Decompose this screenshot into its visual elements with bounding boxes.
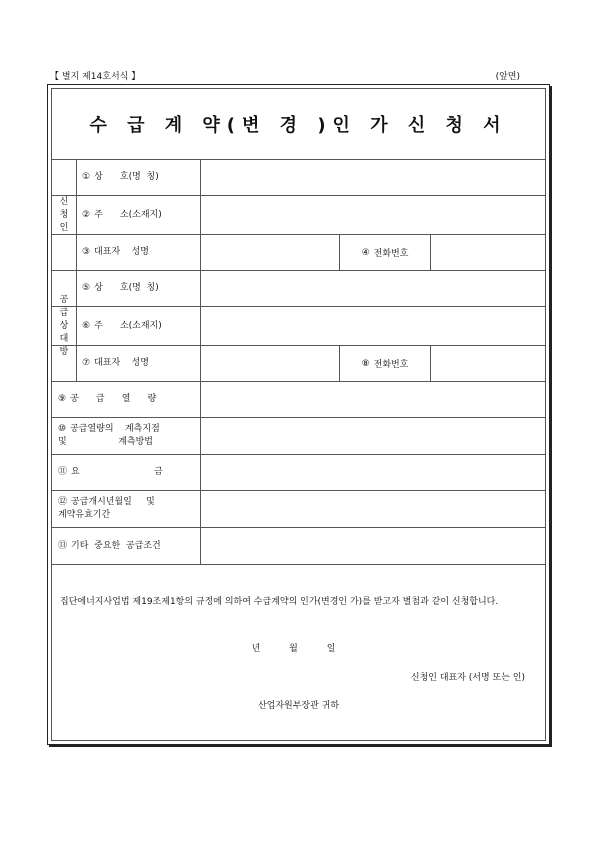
applicant-address-row — [52, 196, 545, 235]
fee-row — [52, 455, 545, 491]
other-conditions-number: ⑬ — [58, 540, 68, 551]
counterparty-address-label — [76, 307, 201, 345]
applicant-company-row — [52, 160, 545, 196]
counterparty-company-label — [76, 271, 201, 306]
applicant-rep-row — [52, 235, 545, 271]
applicant-phone-label — [339, 235, 431, 270]
addressee: 산업자원부장관 귀하 — [257, 701, 340, 711]
application-form — [47, 84, 550, 745]
supply-amount-number: ⑨ — [58, 394, 67, 404]
supply-amount-text: 공 급 열 량 — [70, 394, 157, 404]
counterparty-rep-text: 대표자 성명 — [94, 358, 149, 368]
applicant-rep-text: 대표자 성명 — [94, 247, 149, 257]
supply-amount-row — [52, 382, 545, 418]
other-conditions-text: 기타 중요한 공급조건 — [71, 540, 161, 551]
other-conditions-row — [52, 528, 545, 565]
counterparty-rep-row — [52, 346, 545, 382]
counterparty-address-row — [52, 307, 545, 346]
counterparty-rep-number: ⑦ — [82, 358, 91, 368]
applicant-signature: 신청인 대표자 (서명 또는 인) — [410, 673, 525, 683]
measurement-number: ⑩ — [58, 424, 67, 434]
form-number-label: 【 별지 제14호서식 】 — [50, 72, 141, 82]
fee-number: ⑪ — [58, 467, 68, 477]
measurement-text-line1: 공급열량의 계측지점 — [70, 424, 160, 434]
counterparty-address-text: 주 소(소재지) — [94, 320, 162, 331]
applicant-phone-number: ④ — [361, 247, 370, 258]
measurement-text-line2: 및 계측방법 — [58, 437, 153, 447]
counterparty-group-label: 공급상대방 — [59, 294, 69, 357]
page-side-label: (앞면) — [495, 72, 520, 82]
form-title: 수 급 계 약(변 경 )인 가 신 청 서 — [52, 89, 545, 160]
other-conditions-label — [52, 528, 201, 564]
contract-period-label — [52, 491, 201, 527]
counterparty-address-number: ⑥ — [82, 320, 91, 331]
applicant-company-label — [76, 160, 201, 195]
date-line: 년 월 일 — [251, 644, 336, 654]
applicant-rep-label — [76, 235, 201, 270]
counterparty-phone-text: 전화번호 — [373, 360, 409, 370]
applicant-address-text: 주 소(소재지) — [94, 209, 162, 220]
applicant-group-label: 신청인 — [59, 196, 69, 233]
applicant-rep-number: ③ — [82, 247, 91, 257]
fee-text: 요 금 — [71, 467, 163, 477]
counterparty-company-number: ⑤ — [82, 283, 91, 293]
applicant-address-number: ② — [82, 209, 91, 220]
contract-period-text-line1: 공급개시년월일 및 — [71, 497, 155, 507]
measurement-row — [52, 418, 545, 455]
counterparty-rep-label — [76, 346, 201, 381]
application-statement: 집단에너지사업법 제19조제1항의 규정에 의하여 수급계약의 인가(변경인 가)를 받고자 별첨과 같이 신청합니다. — [60, 597, 499, 607]
applicant-phone-text: 전화번호 — [373, 249, 409, 259]
counterparty-company-row — [52, 271, 545, 307]
counterparty-company-text: 상 호(명 칭) — [94, 283, 159, 293]
contract-period-text-line2: 계약유효기간 — [58, 510, 111, 520]
form-inner-border — [51, 88, 546, 741]
fee-label — [52, 455, 201, 490]
contract-period-row — [52, 491, 545, 528]
measurement-label — [52, 418, 201, 454]
contract-period-number: ⑫ — [58, 497, 68, 507]
counterparty-phone-label — [339, 346, 431, 381]
applicant-company-text: 상 호(명 칭) — [94, 172, 159, 182]
applicant-address-label — [76, 196, 201, 234]
supply-amount-label — [52, 382, 201, 417]
counterparty-phone-number: ⑧ — [361, 358, 370, 369]
applicant-company-number: ① — [82, 172, 91, 182]
